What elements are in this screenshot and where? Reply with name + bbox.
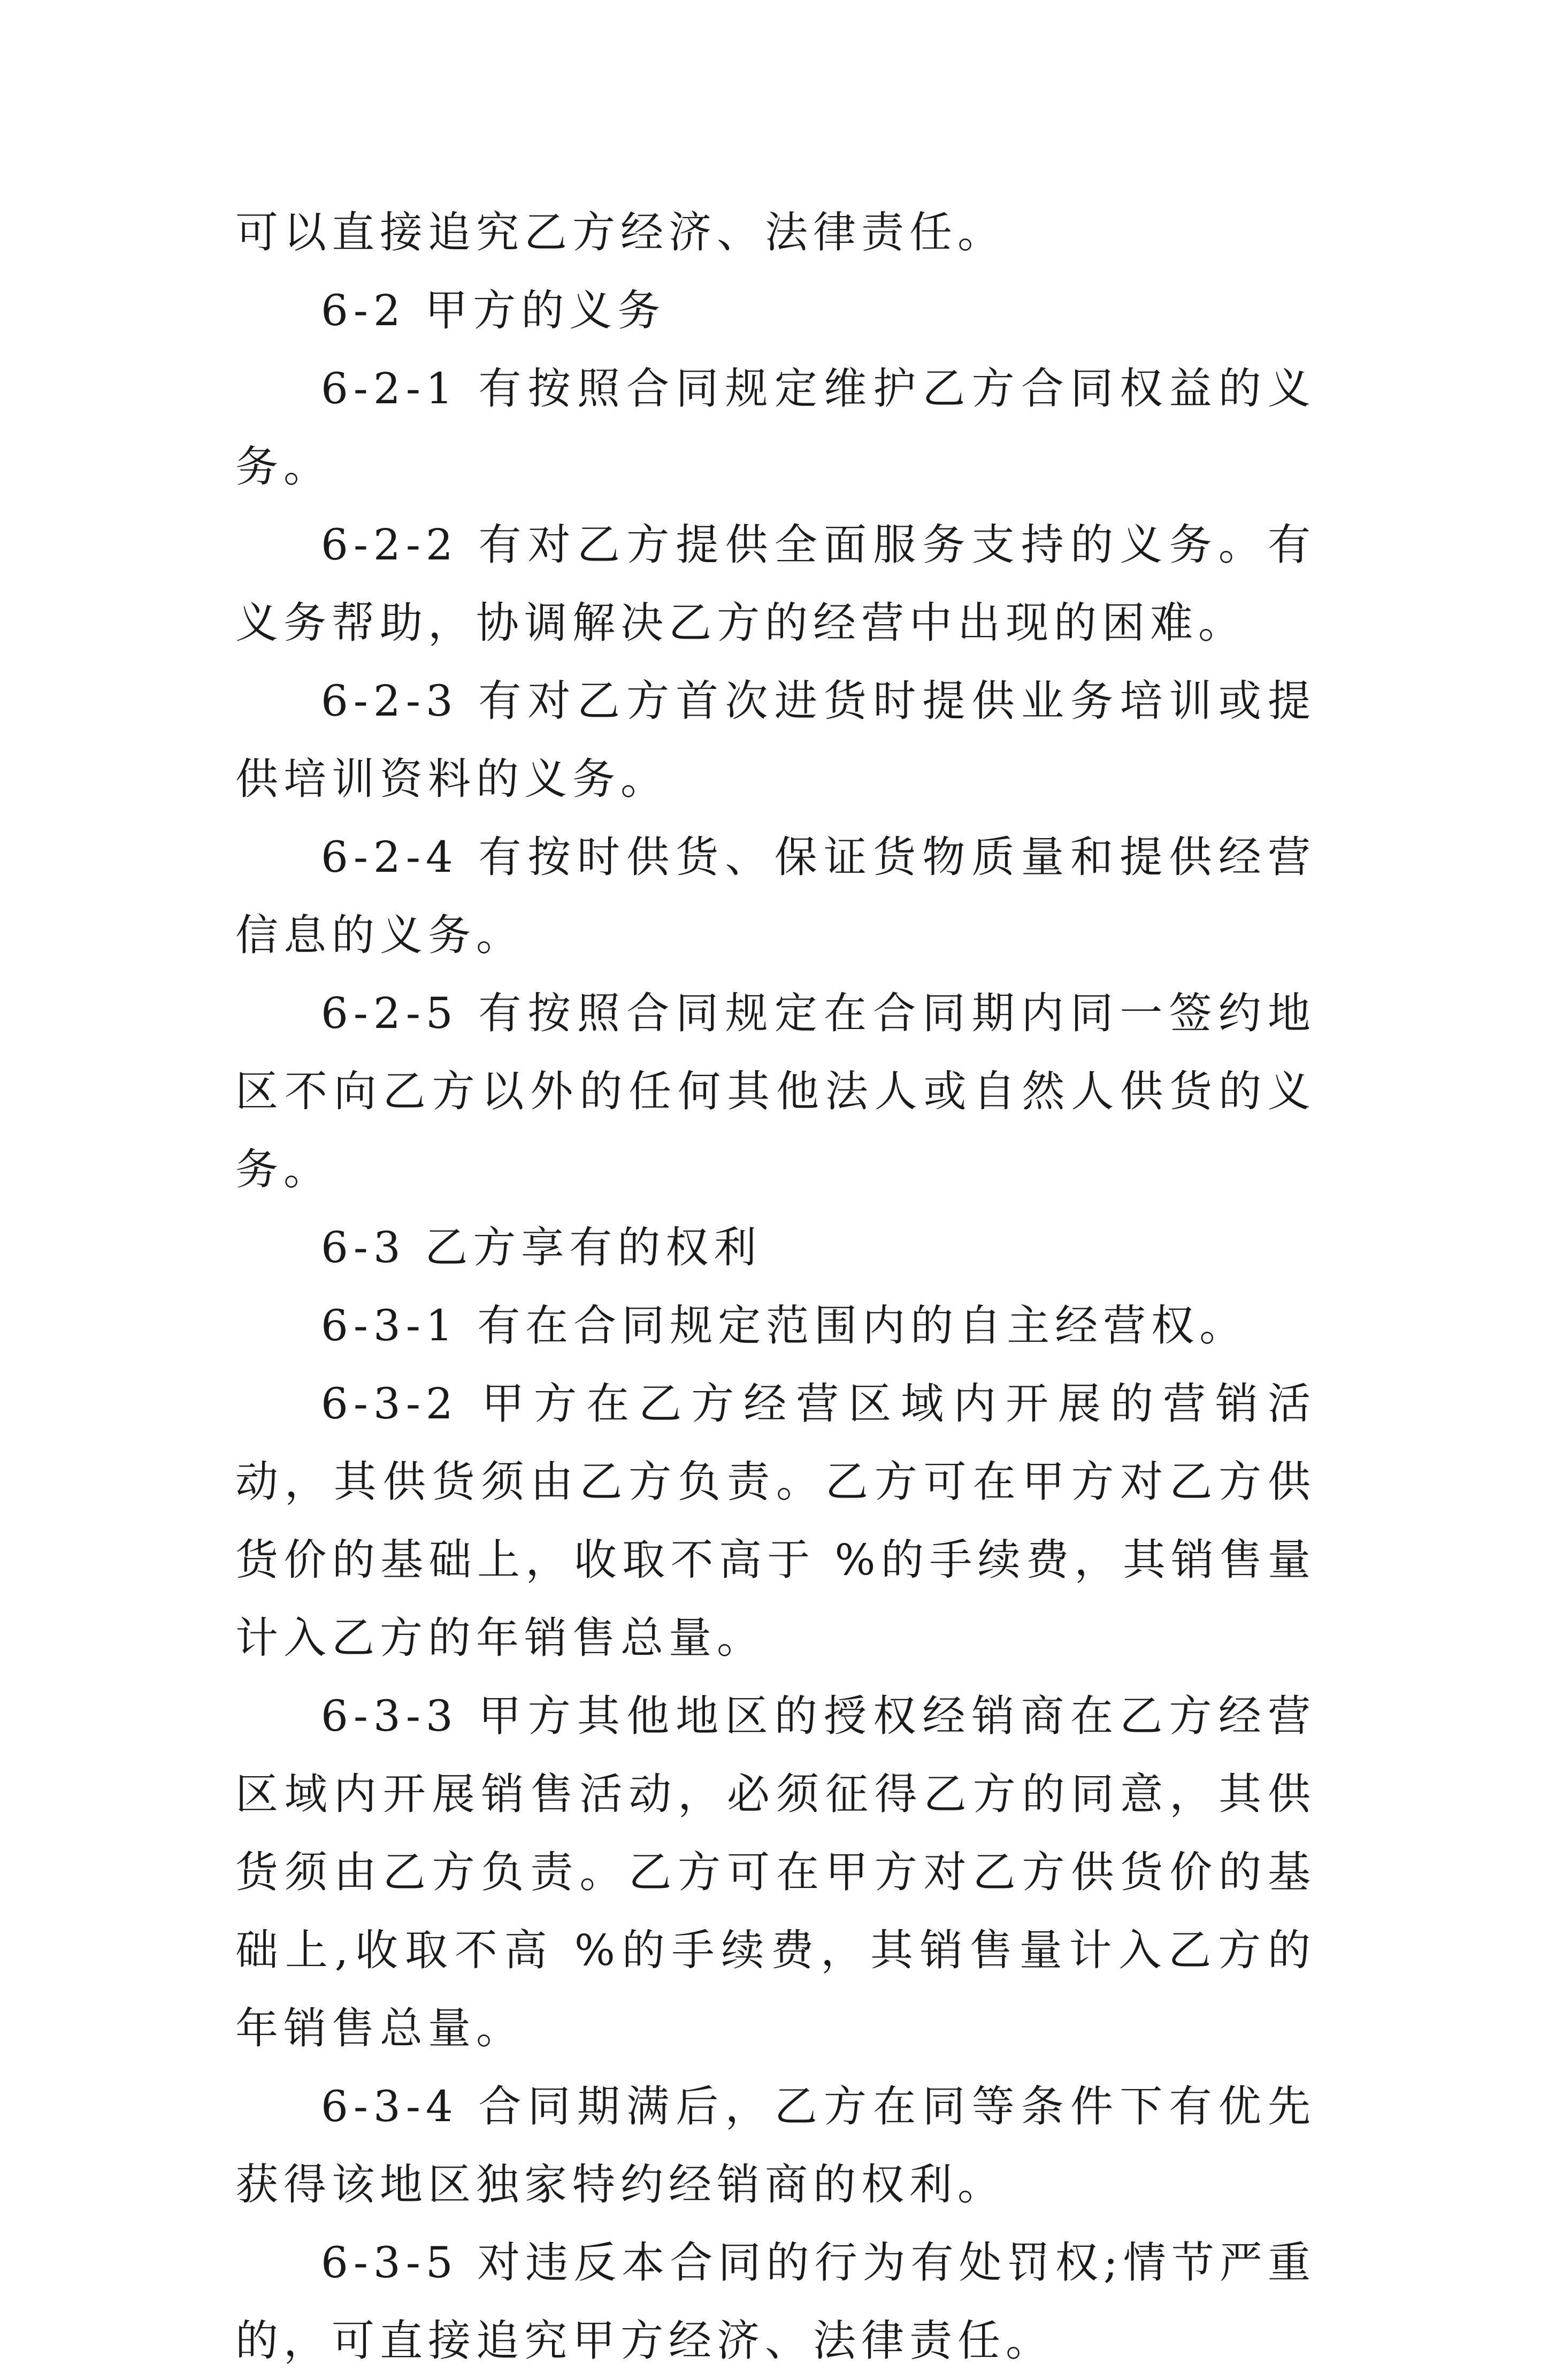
clause-6-2-2: 6-2-2 有对乙方提供全面服务支持的义务。有义务帮助，协调解决乙方的经营中出现的困难。 [235, 520, 1316, 648]
clause-6-2-3: 6-2-3 有对乙方首次进货时提供业务培训或提供培训资料的义务。 [235, 676, 1316, 804]
clause-6-2-5: 6-2-5 有按照合同规定在合同期内同一签约地区不向乙方以外的任何其他法人或自然人供货的义务。 [235, 988, 1316, 1194]
paragraph-continuation: 可以直接追究乙方经济、法律责任。 [235, 208, 1006, 257]
clause-6-3-1: 6-3-1 有在合同规定范围内的自主经营权。 [321, 1301, 1248, 1350]
clause-6-3-4: 6-3-4 合同期满后，乙方在同等条件下有优先获得该地区独家特约经销商的权利。 [235, 2082, 1316, 2209]
section-heading-6-3: 6-3 乙方享有的权利 [321, 1223, 762, 1272]
clause-6-3-5: 6-3-5 对违反本合同的行为有处罚权;情节严重的，可直接追究甲方经济、法律责任。 [235, 2238, 1316, 2366]
contract-body [235, 194, 1316, 2380]
clause-6-2-1: 6-2-1 有按照合同规定维护乙方合同权益的义务。 [235, 364, 1316, 492]
clause-6-3-3: 6-3-3 甲方其他地区的授权经销商在乙方经营区域内开展销售活动，必须征得乙方的同意，其供货须由乙方负责。乙方可在甲方对乙方供货价的基础上,收取不高 %的手续费，其销售量计入乙方的年销售总量。 [235, 1691, 1316, 2053]
clause-6-3-2: 6-3-2 甲方在乙方经营区域内开展的营销活动，其供货须由乙方负责。乙方可在甲方对乙方供货价的基础上，收取不高于 %的手续费，其销售量计入乙方的年销售总量。 [235, 1379, 1316, 1663]
section-heading-6-2: 6-2 甲方的义务 [321, 286, 666, 335]
clause-6-2-4: 6-2-4 有按时供货、保证货物质量和提供经营信息的义务。 [235, 832, 1316, 960]
